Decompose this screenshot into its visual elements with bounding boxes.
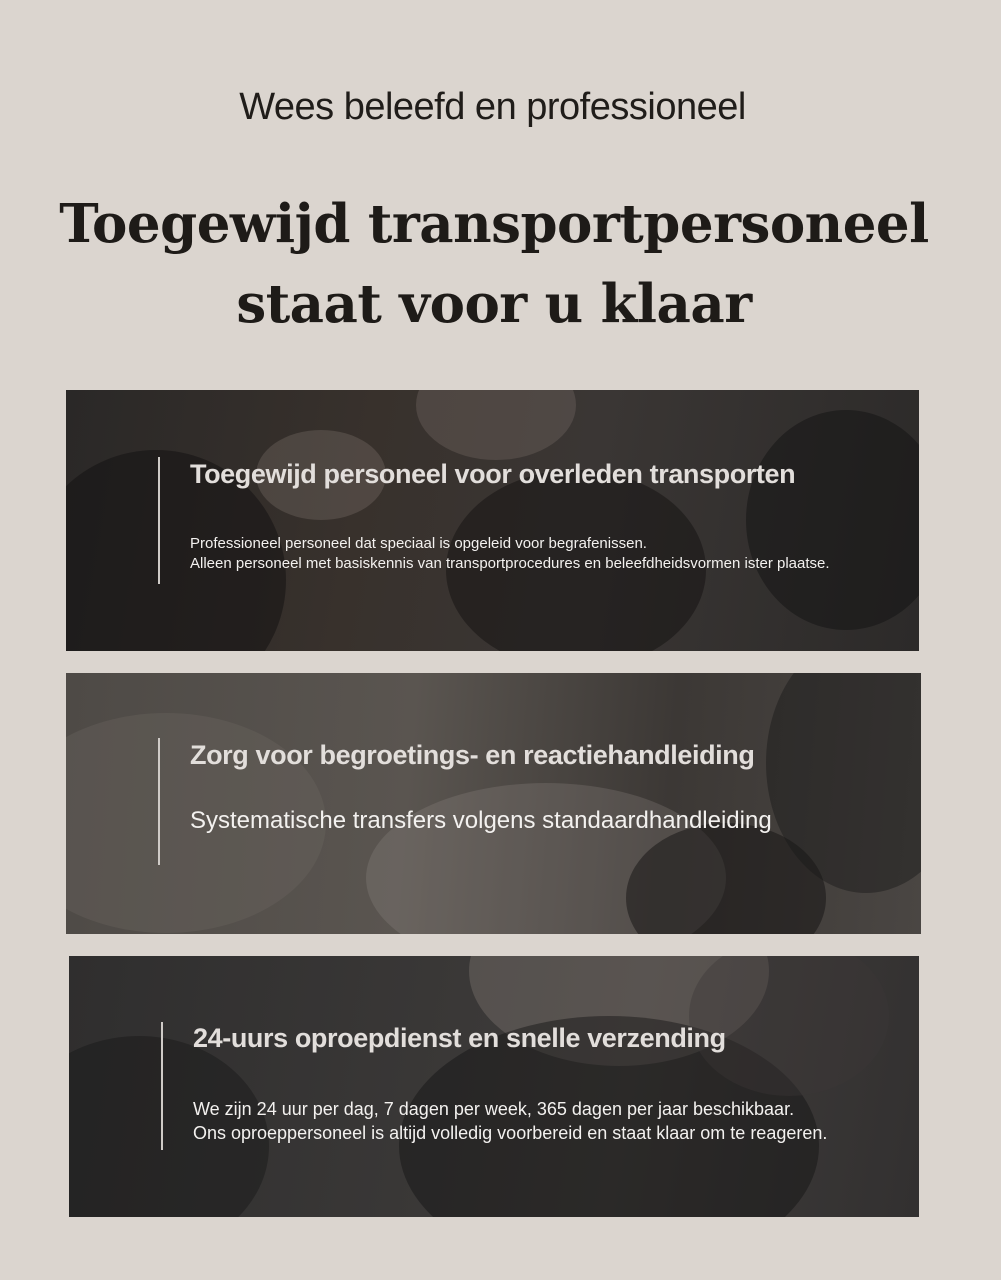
card-accent-bar	[158, 457, 160, 584]
card-background-image	[66, 390, 919, 651]
feature-card-dedicated-staff	[66, 390, 919, 651]
page-title-line-2: staat voor u klaar	[236, 273, 752, 335]
card-description: Systematische transfers volgens standaardhandleiding	[190, 807, 772, 834]
card-background-image	[66, 673, 921, 934]
page-title-line-1: Toegewijd transportpersoneel	[59, 193, 929, 255]
card-accent-bar	[161, 1022, 163, 1150]
card-accent-bar	[158, 738, 160, 865]
card-description: We zijn 24 uur per dag, 7 dagen per week, 365 dagen per jaar beschikbaar. Ons oproeppersoneel is altijd volledig voorbereid en staat klaar om te reageren.	[193, 1099, 828, 1143]
card-title: Toegewijd personeel voor overleden transporten	[190, 459, 796, 489]
feature-card-24h-service	[69, 956, 919, 1217]
section-subtitle: Wees beleefd en professioneel	[239, 86, 746, 128]
card-title: 24-uurs oproepdienst en snelle verzending	[193, 1023, 726, 1053]
feature-card-greeting-manual	[66, 673, 921, 934]
page-title	[0, 184, 988, 344]
card-description: Professioneel personeel dat speciaal is opgeleid voor begrafenissen. Alleen personeel met basiskennis van transportprocedures en beleefdheidsvormen ister plaatse.	[190, 535, 830, 572]
card-background-image	[69, 956, 919, 1217]
card-title: Zorg voor begroetings- en reactiehandleiding	[190, 740, 755, 770]
